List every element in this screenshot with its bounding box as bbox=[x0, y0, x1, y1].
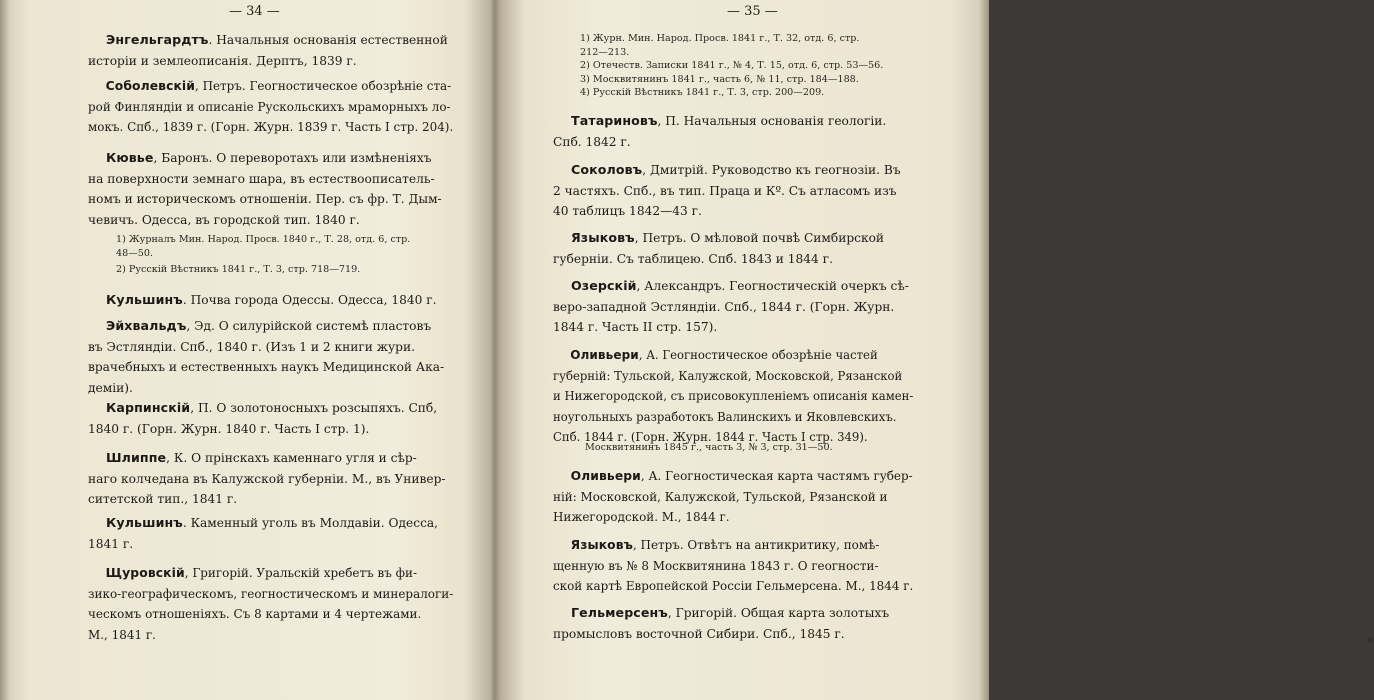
author-name: Соболевскій bbox=[105, 78, 196, 93]
page-number: — 35 — bbox=[727, 4, 778, 19]
author-name: Языковъ bbox=[571, 230, 635, 245]
author-name: Щуровскій bbox=[105, 565, 185, 580]
author-name: Кульшинъ bbox=[106, 515, 183, 530]
bibliography-entry-line: на поверхности земнаго шара, въ естествоописатель- bbox=[88, 171, 435, 186]
bibliography-entry-line: веро-западной Эстляндіи. Спб., 1844 г. (Горн. Журн. bbox=[553, 299, 895, 314]
author-name: Языковъ bbox=[570, 537, 633, 552]
bibliography-entry-line: врачебныхъ и естественныхъ наукъ Медицинской Ака- bbox=[88, 360, 445, 375]
author-name: Эйхвальдъ bbox=[106, 318, 187, 333]
bibliography-entry bbox=[553, 111, 886, 152]
bibliography-entry bbox=[553, 160, 901, 222]
bibliography-entry-line: ноугольныхъ разработокъ Валинскихъ и Яковлевскихъ. bbox=[553, 409, 897, 424]
author-name: Карпинскій bbox=[106, 400, 191, 415]
bibliography-entry-line: Спб. 1844 г. (Горн. Журн. 1844 г. Часть I стр. 349). bbox=[553, 430, 868, 445]
bibliography-entry bbox=[553, 276, 909, 338]
footnote bbox=[116, 233, 410, 260]
bibliography-entry-line: Гельмерсенъ, Григорій. Общая карта золотыхъ bbox=[571, 605, 890, 620]
bibliography-entry-line: Энгельгардтъ. Начальныя основанія естественной bbox=[106, 32, 448, 47]
footnote-line: 4) Русскій Вѣстникъ 1841 г., Т. 3, стр. 200—209. bbox=[580, 87, 825, 99]
bibliography-entry-line: рой Финляндіи и описаніе Рускольскихъ мраморныхъ ло- bbox=[88, 99, 451, 114]
author-name: Кювье bbox=[106, 150, 154, 165]
bibliography-entry-line: Языковъ, Петръ. О мѣловой почвѣ Симбирской bbox=[571, 230, 885, 245]
bibliography-entry-line: Эйхвальдъ, Эд. О силурійской системѣ пластовъ bbox=[106, 318, 432, 333]
bibliography-entry-line: промысловъ восточной Сибири. Спб., 1845 г. bbox=[553, 626, 845, 641]
bibliography-entry-line: наго колчедана въ Калужской губерніи. М., въ Универ- bbox=[88, 471, 446, 486]
bibliography-entry bbox=[553, 228, 884, 269]
bibliography-entry-line: 2 частяхъ. Спб., въ тип. Праца и Кº. Съ атласомъ изъ bbox=[553, 183, 897, 198]
bibliography-entry bbox=[553, 345, 913, 448]
author-name: Соколовъ bbox=[571, 162, 643, 177]
bibliography-entry bbox=[88, 316, 444, 398]
bibliography-entry bbox=[553, 535, 913, 597]
bibliography-entry bbox=[88, 30, 448, 71]
bibliography-entry-line: 1844 г. Часть II стр. 157). bbox=[553, 320, 718, 335]
bibliography-entry-line: Карпинскій, П. О золотоносныхъ розсыпяхъ. Спб, bbox=[106, 400, 438, 415]
bibliography-entry-line: Соколовъ, Дмитрій. Руководство къ геогнозіи. Въ bbox=[571, 162, 901, 177]
bibliography-entry-line: Соболевскій, Петръ. Геогностическое обозрѣніе ста- bbox=[105, 78, 452, 93]
bibliography-entry-line: губерній: Тульской, Калужской, Московской, Рязанской bbox=[553, 368, 903, 383]
bibliography-entry-line: деміи). bbox=[88, 380, 133, 395]
footnote-line: 2) Русскій Вѣстникъ 1841 г., Т. 3, стр. 718—719. bbox=[116, 264, 361, 275]
right-page bbox=[495, 0, 1374, 700]
bibliography-entry-line: исторіи и землеописанія. Дерптъ, 1839 г. bbox=[88, 53, 357, 68]
bibliography-entry-line: мокъ. Спб., 1839 г. (Горн. Журн. 1839 г. Часть І стр. 204). bbox=[88, 120, 454, 135]
bibliography-entry-line: 1840 г. (Горн. Журн. 1840 г. Часть I стр. 1). bbox=[88, 421, 370, 436]
bibliography-entry-line: губерніи. Съ таблицею. Спб. 1843 и 1844 г. bbox=[553, 251, 833, 266]
bibliography-entry-line: Шлиппе, К. О прінскахъ каменнаго угля и сѣр- bbox=[106, 450, 417, 465]
bibliography-entry-line: Языковъ, Петръ. Отвѣтъ на антикритику, помѣ- bbox=[570, 537, 880, 552]
bibliography-entry-line: Кювье, Баронъ. О переворотахъ или измѣненіяхъ bbox=[106, 150, 432, 165]
bibliography-entry-line: Спб. 1842 г. bbox=[553, 134, 631, 149]
footnote-line: 3) Москвитянинъ 1841 г., часть 6, № 11, стр. 184—188. bbox=[580, 73, 859, 85]
author-name: Оливьери bbox=[570, 468, 641, 483]
author-name: Гельмерсенъ bbox=[571, 605, 668, 620]
bibliography-entry-line: 1841 г. bbox=[88, 536, 134, 551]
bibliography-entry bbox=[88, 513, 438, 554]
bibliography-entry-line: Нижегородской. М., 1844 г. bbox=[553, 510, 730, 525]
bibliography-entry-line: Оливьери, А. Геогностическое обозрѣніе частей bbox=[570, 347, 878, 362]
author-name: Шлиппе bbox=[106, 450, 167, 465]
bibliography-entry bbox=[553, 466, 913, 528]
bibliography-entry bbox=[88, 398, 437, 439]
footnote-line: 48—50. bbox=[116, 247, 154, 259]
author-name: Татариновъ bbox=[571, 113, 658, 128]
bibliography-entry-line: ній: Московской, Калужской, Тульской, Рязанской и bbox=[553, 489, 888, 504]
bibliography-entry bbox=[88, 448, 446, 510]
bibliography-entry-line: Щуровскій, Григорій. Уральскій хребетъ въ фи- bbox=[105, 565, 418, 580]
left-page bbox=[0, 0, 495, 700]
bibliography-entry-line: и Нижегородской, съ присовокупленіемъ описанія камен- bbox=[553, 389, 914, 404]
bibliography-entry-line: Татариновъ, П. Начальныя основанія геологіи. bbox=[571, 113, 887, 128]
bibliography-entry-line: Кульшинъ. Почва города Одессы. Одесса, 1840 г. bbox=[106, 292, 437, 307]
bibliography-entry-line: ской картѣ Европейской Россіи Гельмерсена. М., 1844 г. bbox=[553, 579, 914, 594]
author-name: Озерскій bbox=[571, 278, 637, 293]
bibliography-entry-line: въ Эстляндіи. Спб., 1840 г. (Изъ 1 и 2 книги жури. bbox=[88, 339, 415, 354]
bibliography-entry-line: номъ и историческомъ отношеніи. Пер. съ фр. Т. Дым- bbox=[88, 192, 442, 207]
bibliography-entry-line: щенную въ № 8 Москвитянина 1843 г. О геогности- bbox=[553, 558, 879, 573]
bibliography-entry-line: ситетской тип., 1841 г. bbox=[88, 492, 238, 507]
page-edge-shadow bbox=[0, 0, 10, 700]
footnote-line: Москвитянинъ 1845 г., часть 3, № 3, стр. 31—50. bbox=[585, 442, 833, 453]
footnote-line: 2) Отечеств. Записки 1841 г., № 4, Т. 15, отд. 6, стр. 53—56. bbox=[580, 60, 884, 72]
bibliography-entry bbox=[88, 563, 453, 645]
bibliography-entry-line: Оливьери, А. Геогностическая карта частямъ губер- bbox=[570, 468, 913, 483]
bibliography-entry bbox=[88, 76, 453, 138]
footnote-line: 1) Журналъ Мин. Народ. Просв. 1840 г., Т. 28, отд. 6, стр. bbox=[116, 234, 411, 245]
bibliography-entry-line: ческомъ отношеніяхъ. Съ 8 картами и 4 чертежами. bbox=[88, 607, 422, 622]
footnote-line: 212—213. bbox=[580, 46, 630, 58]
bibliography-entry-line: Кульшинъ. Каменный уголь въ Молдавіи. Одесса, bbox=[106, 515, 439, 530]
page-edge-shadow bbox=[979, 0, 989, 700]
bibliography-entry-line: Озерскій, Александръ. Геогностическій очеркъ сѣ- bbox=[571, 278, 909, 293]
bibliography-entry-line: чевичъ. Одесса, въ городской тип. 1840 г. bbox=[88, 212, 360, 227]
page-number: — 34 — bbox=[229, 4, 280, 19]
footnote bbox=[585, 441, 833, 455]
bibliography-entry-line: 40 таблицъ 1842—43 г. bbox=[553, 204, 702, 219]
footnote bbox=[116, 263, 360, 277]
bibliography-entry bbox=[553, 603, 889, 644]
author-name: Энгельгардтъ bbox=[106, 32, 209, 47]
footnote-line: 1) Журн. Мин. Народ. Просв. 1841 г., Т. 32, отд. 6, стр. bbox=[580, 33, 860, 44]
asterisk-mark: * bbox=[1367, 636, 1374, 651]
bibliography-entry bbox=[88, 290, 436, 311]
author-name: Кульшинъ bbox=[106, 292, 183, 307]
bibliography-entry bbox=[88, 148, 442, 230]
author-name: Оливьери bbox=[570, 347, 639, 362]
footnote bbox=[580, 32, 883, 100]
bibliography-entry-line: М., 1841 г. bbox=[88, 627, 156, 642]
bibliography-entry-line: зико-географическомъ, геогностическомъ и минералоги- bbox=[88, 586, 454, 601]
